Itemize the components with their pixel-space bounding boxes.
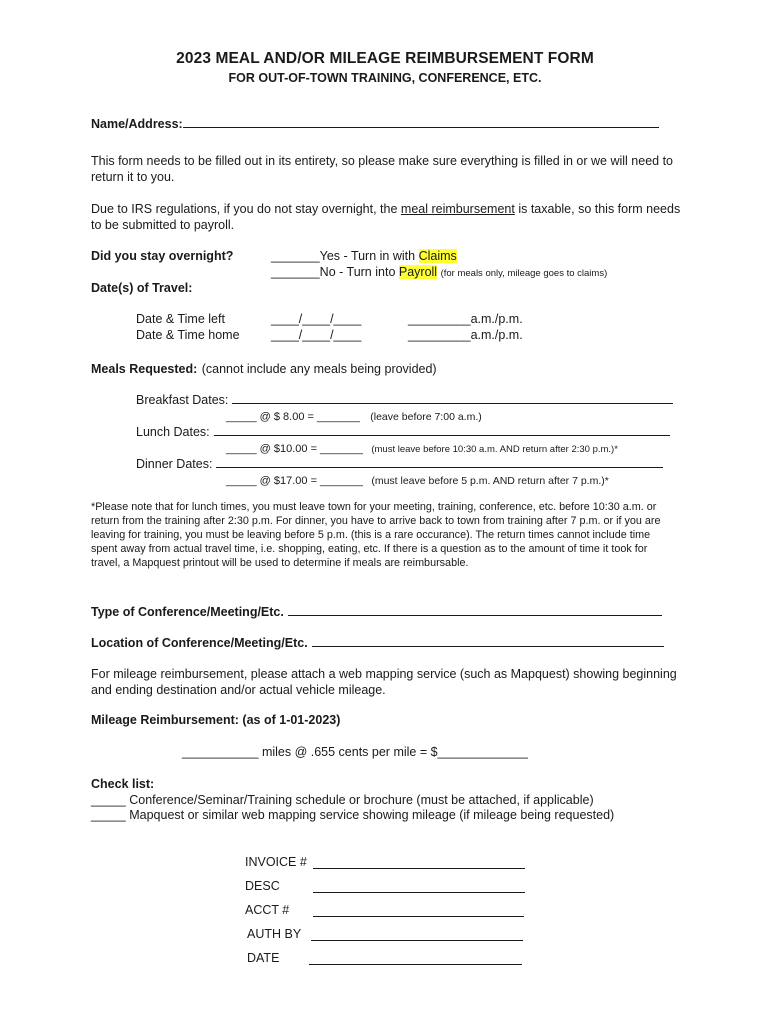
date-time-left-label: Date & Time left [136, 312, 225, 326]
breakfast-dates-field[interactable] [232, 392, 673, 404]
conference-type-field[interactable] [288, 604, 662, 616]
payroll-highlight: Payroll [398, 265, 438, 279]
lunch-rate[interactable]: _____ @ $10.00 = _______ [226, 443, 363, 455]
auth-by-label: AUTH BY [247, 927, 302, 941]
dates-of-travel-label: Date(s) of Travel: [91, 281, 193, 295]
overnight-yes-text: _______Yes - Turn in with [271, 249, 419, 263]
breakfast-label: Breakfast Dates: [136, 393, 229, 407]
dinner-rate[interactable]: _____ @ $17.00 = _______ [226, 475, 363, 487]
mileage-calculation[interactable]: ___________ miles @ .655 cents per mile = $_____________ [182, 745, 528, 759]
conference-location-row [91, 634, 664, 652]
breakfast-rate[interactable]: _____ @ $ 8.00 = _______ [226, 411, 360, 423]
irs-text-before: Due to IRS regulations, if you do not stay overnight, the [91, 202, 401, 216]
overnight-label: Did you stay overnight? [91, 249, 234, 263]
invoice-label: INVOICE # [245, 855, 307, 869]
breakfast-note: (leave before 7:00 a.m.) [370, 411, 482, 423]
date-home-field[interactable]: ____/____/____ [271, 328, 362, 342]
acct-field[interactable] [313, 905, 524, 917]
dinner-dates-field[interactable] [216, 456, 663, 468]
desc-field[interactable] [313, 881, 525, 893]
date-time-home-label: Date & Time home [136, 328, 240, 342]
mileage-reimbursement-label: Mileage Reimbursement: (as of 1-01-2023) [91, 713, 341, 727]
conference-location-label: Location of Conference/Meeting/Etc. [91, 636, 308, 650]
meals-requested-row [91, 360, 437, 378]
overnight-no-text: _______No - Turn into [271, 265, 399, 279]
dinner-rate-row [226, 471, 609, 489]
acct-label: ACCT # [245, 903, 290, 917]
name-address-field[interactable] [183, 116, 659, 128]
auth-by-field[interactable] [311, 929, 523, 941]
claims-highlight: Claims [418, 249, 457, 263]
invoice-field[interactable] [313, 857, 525, 869]
conference-location-field[interactable] [312, 635, 664, 647]
date-left-field[interactable]: ____/____/____ [271, 312, 362, 326]
form-subtitle: FOR OUT-OF-TOWN TRAINING, CONFERENCE, ETC. [228, 71, 542, 85]
irs-paragraph [91, 201, 681, 233]
lunch-note: (must leave before 10:30 a.m. AND return after 2:30 p.m.)* [371, 444, 618, 455]
name-address-row [91, 115, 659, 133]
conference-type-row [91, 603, 662, 621]
intro-paragraph: This form needs to be filled out in its entirety, so please make sure everything is filled in or we will need to return it to you. [91, 154, 673, 184]
checklist-item-mapquest[interactable]: _____ Mapquest or similar web mapping service showing mileage (if mileage being requested) [91, 808, 615, 822]
dinner-note: (must leave before 5 p.m. AND return after 7 p.m.)* [371, 475, 609, 487]
mileage-paragraph: For mileage reimbursement, please attach a web mapping service (such as Mapquest) showing beginning and ending destination and/or actual vehicle mileage. [91, 667, 677, 697]
overnight-yes-option[interactable] [271, 249, 457, 263]
meal-footnote: *Please note that for lunch times, you must leave town for your meeting, training, conference, etc. before 10:30 a.m. or return from the training after 2:30 p.m. For dinner, you have to arrive back to town from training after 7 p.m. or if you are leaving for training, you must be leaving before 5 p.m. (this is a rare occurance). The return times cannot include time spent away from actual travel time, i.e. shopping, eating, etc. If there is a question as to the amount of time it took for travel, a Mapquest printout will be used to determine if meals are reimbursable. [91, 501, 661, 570]
irs-text-after: is taxable, so this form needs to be submitted to payroll. [91, 202, 681, 232]
lunch-label: Lunch Dates: [136, 425, 210, 439]
time-home-field[interactable]: _________a.m./p.m. [408, 328, 523, 342]
date-field[interactable] [309, 953, 522, 965]
meals-requested-label: Meals Requested: [91, 362, 198, 376]
name-address-label: Name/Address: [91, 117, 183, 131]
date-label: DATE [247, 951, 280, 965]
meals-requested-note: (cannot include any meals being provided) [201, 362, 437, 376]
checklist-item-schedule[interactable]: _____ Conference/Seminar/Training schedule or brochure (must be attached, if applicable) [91, 793, 594, 807]
meal-reimbursement-link: meal reimbursement [400, 202, 515, 216]
checklist-label: Check list: [91, 777, 155, 791]
desc-label: DESC [245, 879, 280, 893]
lunch-dates-field[interactable] [214, 424, 670, 436]
overnight-no-option[interactable] [271, 265, 607, 279]
dinner-label: Dinner Dates: [136, 457, 213, 471]
conference-type-label: Type of Conference/Meeting/Etc. [91, 605, 284, 619]
time-left-field[interactable]: _________a.m./p.m. [408, 312, 523, 326]
payroll-note: (for meals only, mileage goes to claims) [440, 268, 608, 279]
form-title: 2023 MEAL AND/OR MILEAGE REIMBURSEMENT FORM [176, 50, 594, 67]
